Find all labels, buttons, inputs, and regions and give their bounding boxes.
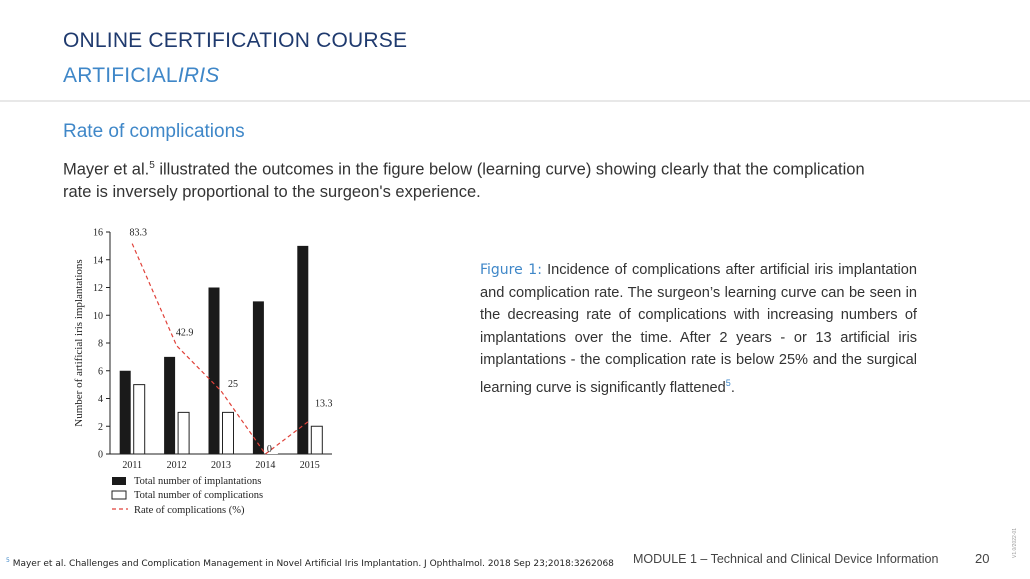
subtitle-prefix: ARTIFICIAL [63,64,178,87]
x-tick-label: 2014 [255,460,276,471]
y-tick-label: 2 [98,421,103,433]
x-tick-label: 2013 [211,460,231,471]
y-tick-label: 10 [93,310,103,322]
x-tick-label: 2015 [299,460,320,471]
section-title: Rate of complications [63,121,245,142]
bar-complications-2012 [178,412,189,454]
footnote-number: 5 [6,557,10,564]
y-tick-label: 12 [93,283,103,294]
figure-label: Figure 1: [480,262,542,278]
y-tick-label: 6 [98,366,103,378]
bar-implantations-2014 [253,301,264,454]
x-tick-label: 2011 [122,460,143,471]
complications-chart [70,222,340,527]
footnote-text: Mayer et al. Challenges and Complication Management in Novel Artificial Iris Implantation. J Ophthalmol. 2018 Sep 23;2018:3262068 [9,559,614,569]
intro-text-end: illustrated the outcomes in the figure below (learning curve) showing clearly that the complication rate is inversely proportional to the surgeon's experience. [63,160,865,201]
rate-label: 13.3 [315,398,333,410]
legend-swatch-complications [112,491,126,499]
rate-line [132,244,310,454]
y-axis-label: Number of artificial iris implantations [73,259,85,427]
rate-label: 42.9 [175,327,194,339]
course-title: ONLINE CERTIFICATION COURSE [63,29,408,52]
x-tick-label: 2012 [166,460,187,471]
caption-text: Incidence of complications after artificial iris implantation and complication rate. The surgeon’s learning curve can be seen in the decreasing rate of complications with increasing numbers of implantations over the time. After 2 years - or 13 artificial iris implantations - the complication rate is below 25% and the surgical learning curve is significantly flattened [480,262,917,396]
bar-complications-2011 [134,385,145,454]
version-reference: V1.0/2022-01 [1012,527,1018,558]
bar-complications-2013 [223,412,234,454]
legend-label-complications: Total number of complications [134,490,264,501]
course-subtitle [63,64,219,88]
legend-label-implantations: Total number of implantations [134,476,262,487]
y-tick-label: 16 [93,227,103,239]
footnote [6,557,614,569]
header-divider [0,100,1030,102]
rate-label: 25 [228,378,238,390]
bar-implantations-2012 [164,357,175,454]
legend-label-rate: Rate of complications (%) [134,505,245,516]
caption-reference-sup: 5 [725,377,731,388]
intro-paragraph [63,155,893,203]
caption-end: . [730,379,735,396]
rate-label: 0 [266,444,272,455]
y-tick-label: 0 [98,449,103,461]
intro-text-start: Mayer et al. [63,160,150,179]
bar-complications-2015 [311,426,322,454]
module-label: MODULE 1 – Technical and Clinical Device Information [633,552,939,566]
rate-label: 83.3 [129,227,147,239]
page-number: 20 [975,551,990,566]
y-tick-label: 14 [93,255,103,267]
y-tick-label: 8 [98,338,103,350]
intro-reference-sup: 5 [149,160,155,171]
figure-caption [480,259,917,399]
subtitle-italic: IRIS [177,64,220,87]
bar-implantations-2011 [120,371,131,454]
bar-implantations-2013 [209,288,220,455]
y-tick-label: 4 [98,394,103,405]
legend-swatch-implantations [112,477,126,485]
